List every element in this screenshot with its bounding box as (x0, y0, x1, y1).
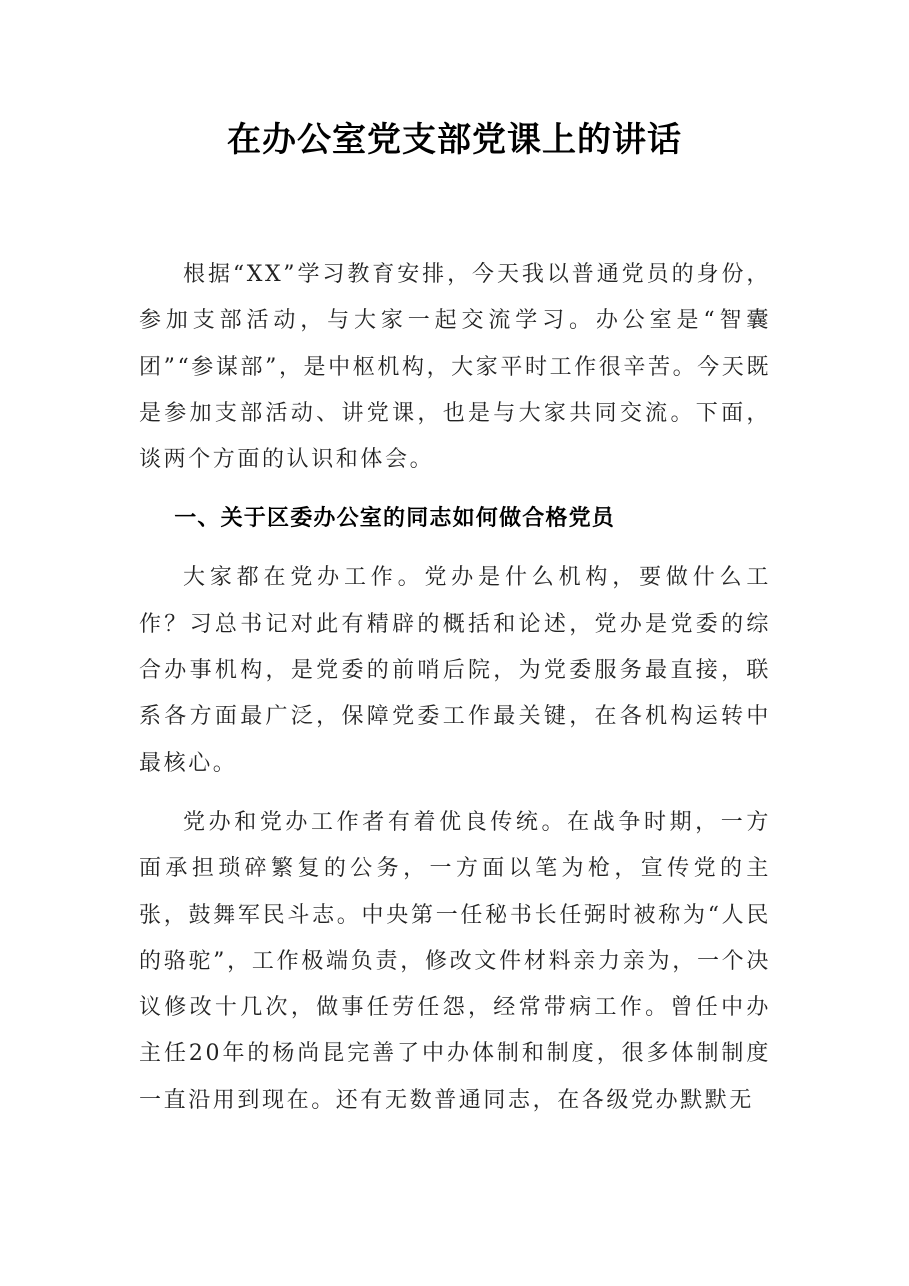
section-heading-1: 一、关于区委办公室的同志如何做合格党员 (174, 506, 615, 532)
paragraph-tradition: 党办和党办工作者有着优良传统。在战争时期，一方面承担琐碎繁复的公务，一方面以笔为枪，宣传党的主张，鼓舞军民斗志。中央第一任秘书长任弼时被称为“人民的骆驼”，工作极端负责，修改文件材料亲力亲为，一个决议修改十几次，做事任劳任怨，经常带病工作。曾任中办主任20年的杨尚昆完善了中办体制和制度，很多体制制度一直沿用到现在。还有无数普通同志，在各级党办默默无 (139, 809, 771, 1113)
paragraph-gap (139, 483, 771, 496)
paragraph-party-office: 大家都在党办工作。党办是什么机构，要做什么工作？习总书记对此有精辟的概括和论述，党办是党委的综合办事机构，是党委的前哨后院，为党委服务最直接，联系各方面最广泛，保障党委工作最关键，在各机构运转中最核心。 (139, 565, 771, 776)
document-body (139, 252, 771, 1124)
paragraph-gap (139, 787, 771, 800)
paragraph-intro: 根据“XX”学习教育安排，今天我以普通党员的身份，参加支部活动，与大家一起交流学习。办公室是“智囊团”“参谋部”，是中枢机构，大家平时工作很辛苦。今天既是参加支部活动、讲党课，也是与大家共同交流。下面，谈两个方面的认识和体会。 (139, 262, 771, 473)
paragraph-gap (139, 542, 771, 555)
document-title: 在办公室党支部党课上的讲话 (227, 120, 682, 160)
